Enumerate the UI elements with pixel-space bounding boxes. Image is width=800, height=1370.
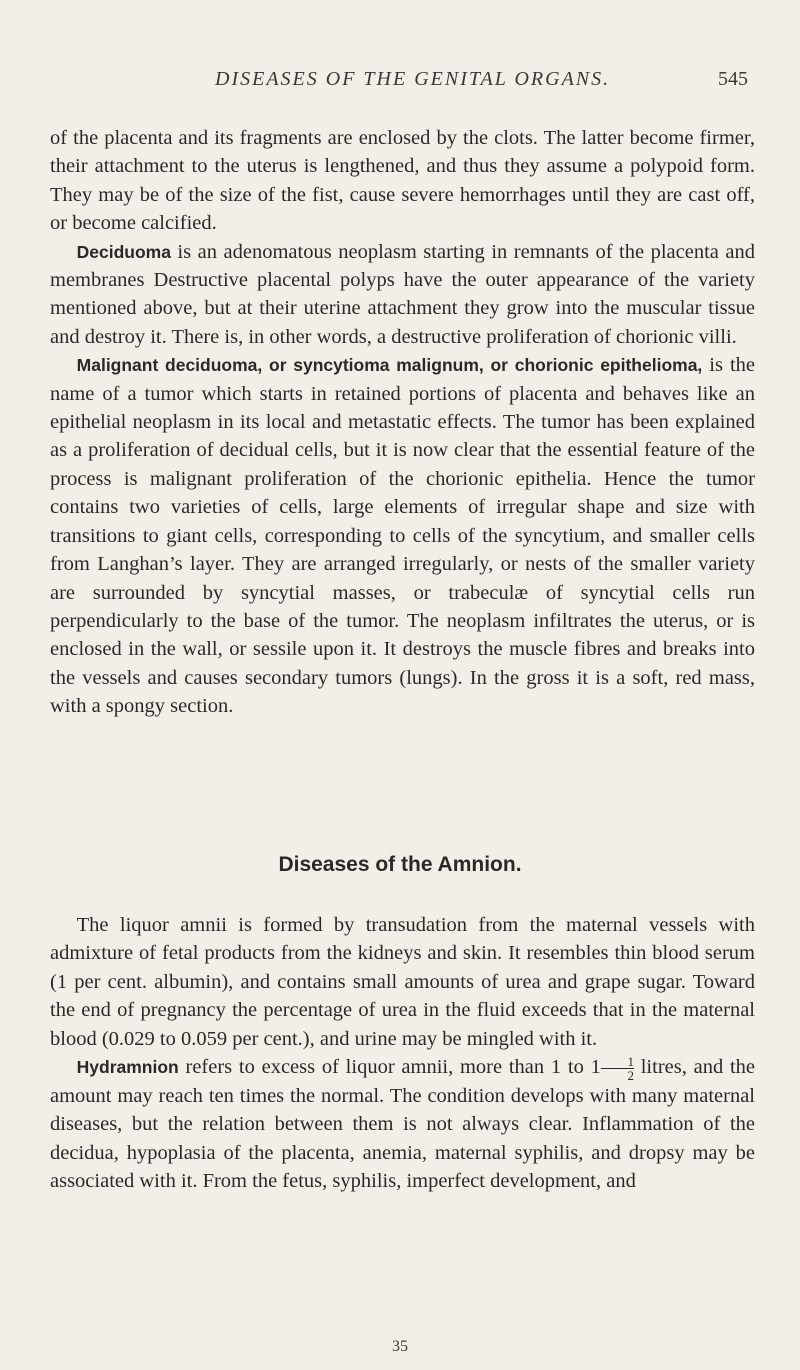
signature-mark: 35	[392, 1338, 408, 1355]
paragraph-deciduoma	[50, 238, 755, 352]
running-head	[0, 68, 800, 98]
term-hydramnion: Hydramnion	[76, 1057, 179, 1078]
fraction-one-half	[601, 1055, 634, 1082]
paragraph-liquor-amnii: The liquor amnii is formed by transudation from the maternal vessels with admixture of fetal products from the kidneys and skin. It resembles thin blood serum (1 per cent. albumin), and contains small amounts of urea and grape sugar. Toward the end of pregnancy the percentage of urea in the fluid exceeds that in the maternal blood (0.029 to 0.059 per cent.), and urine may be mingled with it.	[50, 914, 755, 1050]
body-text-amnion	[50, 911, 755, 1195]
running-title: DISEASES OF THE GENITAL ORGANS.	[215, 68, 611, 90]
paragraph-malignant-deciduoma	[50, 351, 755, 720]
paragraph-hydramnion-text-a: refers to excess of liquor amnii, more than 1 to 1	[178, 1056, 601, 1079]
term-malignant-deciduoma: Malignant deciduoma, or syncytioma malignum, or chorionic epithelioma,	[76, 355, 703, 376]
paragraph-hydramnion	[50, 1053, 755, 1195]
section-heading-amnion: Diseases of the Amnion.	[278, 853, 522, 876]
term-deciduoma: Deciduoma	[76, 241, 171, 262]
paragraph-placental-polyps: of the placenta and its fragments are enclosed by the clots. The latter become firmer, their attachment to the uterus is lengthened, and thus they assume a polypoid form. They may be of the size of the fist, cause severe hemorrhages until they are cast off, or become calcified.	[50, 127, 755, 235]
page-number: 545	[718, 68, 748, 90]
paragraph-deciduoma-text: is an adenomatous neoplasm starting in remnants of the placenta and membranes Destructive placental polyps have the outer appearance of the variety mentioned above, but at their uterine attachment they grow into the muscular tissue and destroy it. There is, in other words, a destructive proliferation of chorionic villi.	[50, 240, 755, 348]
paragraph-hydramnion-text-b: litres, and the amount may reach ten times the normal. The condition develops with many maternal diseases, but the relation between them is not always clear. Inflammation of the decidua, hypoplasia of the placenta, anemia, maternal syphilis, and dropsy may be associated with it. From the fetus, syphilis, imperfect development, and	[50, 1056, 755, 1193]
fraction-numerator: 1	[601, 1055, 634, 1069]
body-text-placenta	[50, 124, 755, 721]
paragraph-malignant-deciduoma-text: is the name of a tumor which starts in retained portions of placenta and behaves like an epithelial neoplasm in its local and metastatic effects. The tumor has been explained as a proliferation of decidual cells, but it is now clear that the essential feature of the process is malignant proliferation of the chorionic epithelia. Hence the tumor contains two varieties of cells, large elements of irregular shape and size with transitions to giant cells, corresponding to cells of the syncytium, and smaller cells from Langhan’s layer. They are arranged irregularly, or nests of the smaller variety are surrounded by syncytial masses, or trabeculæ of syncytial cells run perpendicularly to the base of the tumor. The neoplasm infiltrates the uterus, or is enclosed in the wall, or sessile upon it. It destroys the muscle fibres and breaks into the vessels and causes secondary tumors (lungs). In the gross it is a soft, red mass, with a spongy section.	[50, 354, 755, 718]
fraction-denominator: 2	[627, 1067, 634, 1083]
